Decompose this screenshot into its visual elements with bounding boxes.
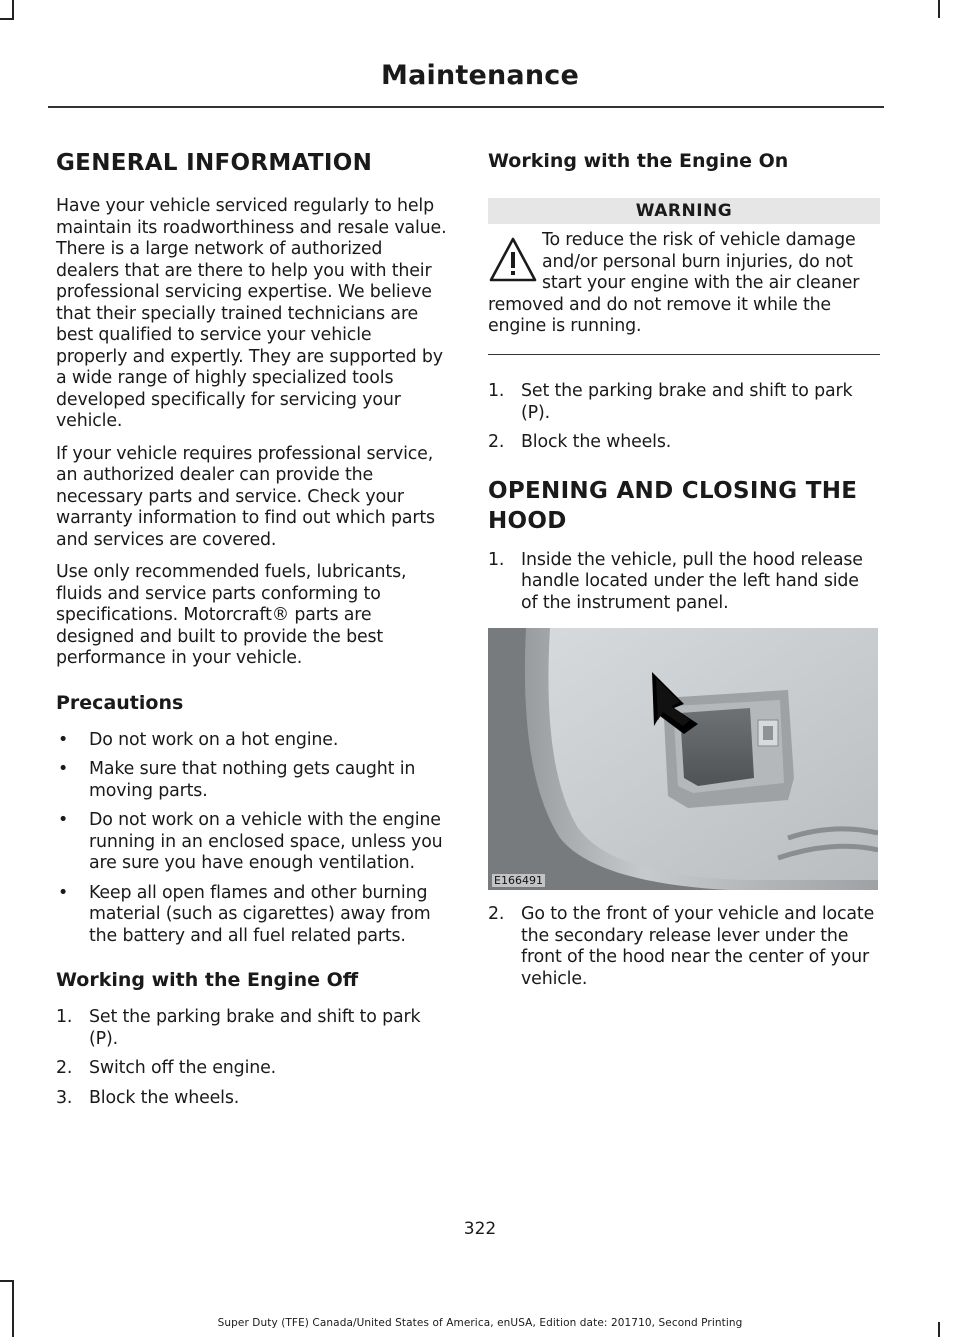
warning-box <box>488 230 880 338</box>
list-item-text: Make sure that nothing gets caught in moving parts. <box>89 759 416 801</box>
hood-heading-line2: HOOD <box>488 507 567 534</box>
list-item <box>488 550 880 615</box>
figure-code: E166491 <box>494 874 543 887</box>
crop-mark <box>12 0 14 20</box>
list-item-text: Set the parking brake and shift to park (P). <box>521 381 853 423</box>
list-item <box>488 432 880 454</box>
bullet-marker: • <box>58 759 69 779</box>
page-number: 322 <box>463 1219 497 1239</box>
warning-triangle-icon <box>488 236 538 286</box>
list-item-text: Do not work on a hot engine. <box>89 729 339 750</box>
list-item-text: Set the parking brake and shift to park (P). <box>89 1007 421 1049</box>
step-number: 1. <box>488 381 505 401</box>
bullet-marker: • <box>58 882 69 903</box>
precautions-heading: Precautions <box>56 691 184 714</box>
page-title: Maintenance <box>381 60 579 91</box>
crop-mark <box>938 0 940 18</box>
step-number: 1. <box>56 1007 73 1027</box>
warning-text: To reduce the risk of vehicle damage and/or personal burn injuries, do not start your engine with the air cleaner removed and do not remove it while the engine is running. <box>488 230 860 336</box>
header-divider <box>48 106 884 108</box>
step-number: 3. <box>56 1087 73 1108</box>
list-item <box>488 381 880 424</box>
list-item-text: Block the wheels. <box>89 1087 240 1108</box>
general-information-heading: GENERAL INFORMATION <box>56 150 373 176</box>
list-item-text: Go to the front of your vehicle and locate the secondary release lever under the front of the hood near the center of your vehicle. <box>521 904 875 989</box>
engine-on-heading: Working with the Engine On <box>488 150 789 172</box>
crop-mark <box>0 18 14 20</box>
step-number: 2. <box>488 432 505 452</box>
hood-heading-line1: OPENING AND CLOSING THE <box>488 477 858 504</box>
left-column <box>56 148 448 1109</box>
list-item <box>56 883 448 948</box>
list-item <box>56 759 448 802</box>
edition-line: Super Duty (TFE) Canada/United States of America, enUSA, Edition date: 201710, Second Printing <box>217 1317 743 1329</box>
bullet-marker: • <box>58 729 69 750</box>
hood-release-figure <box>488 628 878 890</box>
list-item-text: Keep all open flames and other burning material (such as cigarettes) away from the battery and all fuel related parts. <box>89 882 431 946</box>
list-item-text: Block the wheels. <box>521 432 672 452</box>
bullet-marker: • <box>58 810 69 830</box>
step-number: 2. <box>488 904 505 924</box>
crop-mark <box>0 1280 14 1282</box>
warning-label: WARNING <box>488 198 880 224</box>
list-item-text: Do not work on a vehicle with the engine running in an enclosed space, unless you are sure you have enough ventilation. <box>89 810 443 873</box>
right-column <box>488 148 880 990</box>
step-number: 1. <box>488 549 505 570</box>
list-item <box>56 730 448 752</box>
paragraph: Have your vehicle serviced regularly to help maintain its roadworthiness and resale value. There is a large network of authorized dealers that are there to help you with their professional servicing expertise. We believe that their specially trained technicians are best qualified to service your vehicle properly and expertly. They are supported by a wide range of highly specialized tools developed specifically for servicing your vehicle. <box>56 196 447 431</box>
list-item <box>56 810 448 875</box>
engine-off-heading: Working with the Engine Off <box>56 969 359 991</box>
step-number: 2. <box>56 1058 73 1078</box>
list-item <box>56 1007 448 1050</box>
paragraph: If your vehicle requires professional service, an authorized dealer can provide the necessary parts and service. Check your warranty information to find out which parts and services are covered. <box>56 443 435 550</box>
list-item <box>56 1058 448 1080</box>
paragraph: Use only recommended fuels, lubricants, fluids and service parts conforming to specifications. Motorcraft® parts are designed and built to provide the best performance in your vehicle. <box>56 562 407 668</box>
list-item-text: Switch off the engine. <box>89 1058 277 1078</box>
list-item-text: Inside the vehicle, pull the hood release handle located under the left hand side of the instrument panel. <box>521 549 863 613</box>
hood-release-handle-illustration <box>488 628 878 890</box>
list-item <box>488 904 880 990</box>
list-item <box>56 1088 448 1110</box>
hood-heading <box>488 476 880 536</box>
